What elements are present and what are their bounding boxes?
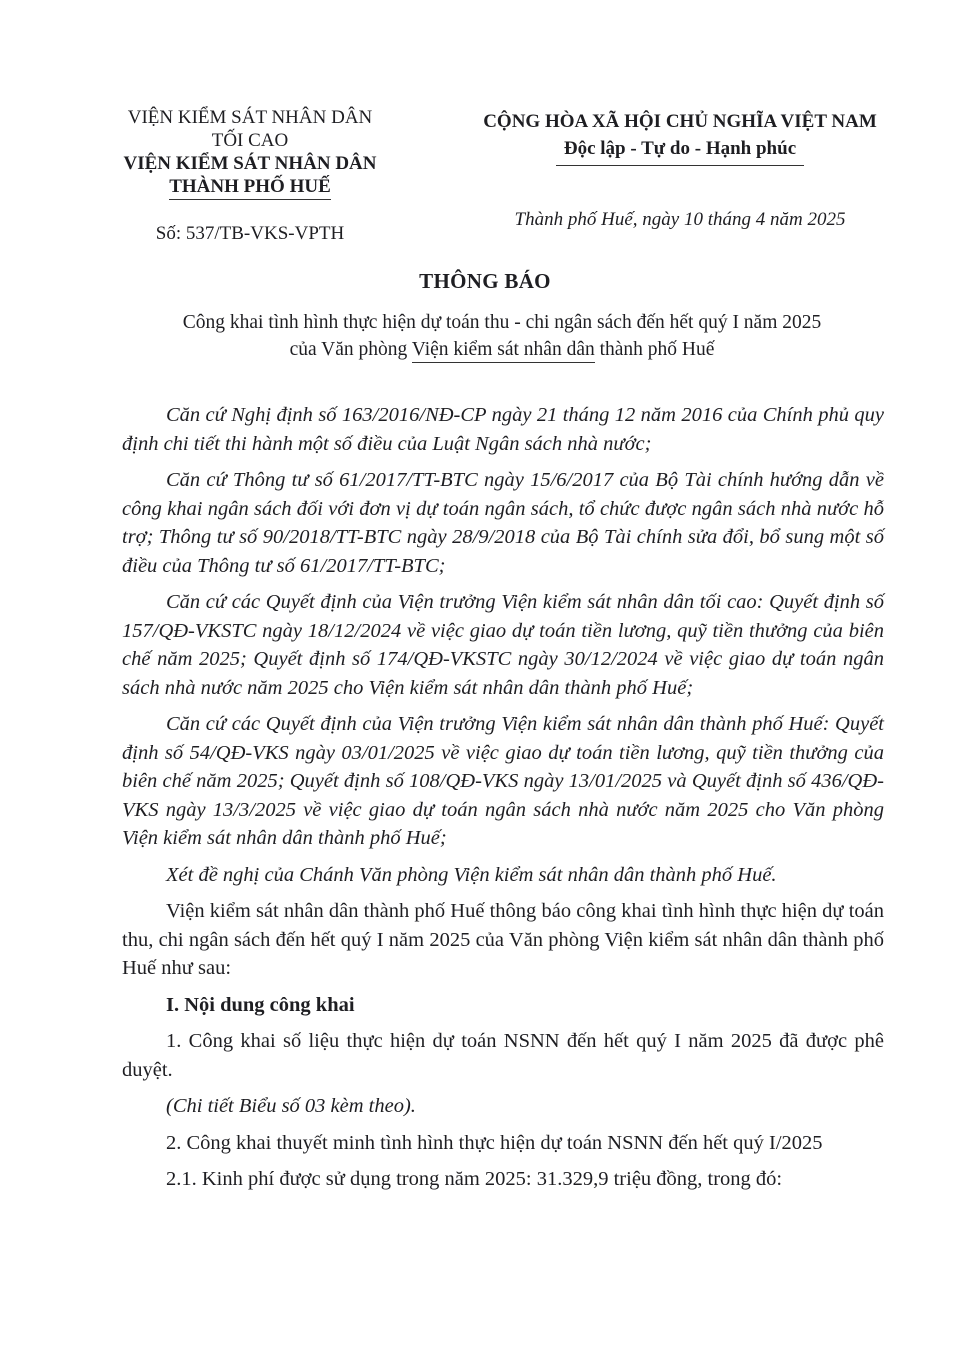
agency-line-4: THÀNH PHỐ HUẾ bbox=[169, 175, 331, 200]
document-subtitle bbox=[0, 309, 970, 363]
national-header-block bbox=[460, 108, 900, 233]
agency-line-2: TỐI CAO bbox=[211, 130, 289, 151]
legal-basis-1: Căn cứ Nghị định số 163/2016/NĐ-CP ngày 21 tháng 12 năm 2016 của Chính phủ quy định chi tiết thi hành một số điều của Luật Ngân sách nhà nước; bbox=[122, 404, 884, 455]
nation-name: CỘNG HÒA XÃ HỘI CHỦ NGHĨA VIỆT NAM bbox=[483, 111, 877, 132]
item-1: 1. Công khai số liệu thực hiện dự toán NSNN đến hết quý I năm 2025 đã được phê duyệt. bbox=[122, 1030, 884, 1081]
document-title: THÔNG BÁO bbox=[419, 269, 551, 293]
agency-line-1: VIỆN KIỂM SÁT NHÂN DÂN bbox=[127, 107, 373, 128]
agency-line-3: VIỆN KIỂM SÁT NHÂN DÂN bbox=[123, 153, 377, 174]
item-2: 2. Công khai thuyết minh tình hình thực hiện dự toán NSNN đến hết quý I/2025 bbox=[166, 1131, 823, 1154]
announcement-paragraph: Viện kiểm sát nhân dân thành phố Huế thông báo công khai tình hình thực hiện dự toán thu, chi ngân sách đến hết quý I năm 2025 của Văn phòng Viện kiểm sát nhân dân thành phố Huế như sau: bbox=[122, 900, 884, 979]
subtitle-line-2-pre: của Văn phòng bbox=[289, 339, 412, 360]
subtitle-line-2 bbox=[0, 336, 970, 363]
item-2-1: 2.1. Kinh phí được sử dụng trong năm 2025: 31.329,9 triệu đồng, trong đó: bbox=[166, 1168, 783, 1190]
subtitle-line-2-post: thành phố Huế bbox=[594, 339, 715, 360]
document-body bbox=[122, 401, 884, 1202]
subtitle-line-2-underlined: Viện kiểm sát nhân dân bbox=[412, 339, 595, 363]
legal-basis-2: Căn cứ Thông tư số 61/2017/TT-BTC ngày 15/6/2017 của Bộ Tài chính hướng dẫn về công khai ngân sách đối với đơn vị dự toán ngân sách, tổ chức được ngân sách nhà nước hỗ trợ; Thông tư số 90/2018/TT-BTC ngày 28/9/2018 của Bộ Tài chính sửa đổi, bổ sung một số điều của Thông tư số 61/2017/TT-BTC; bbox=[122, 469, 884, 577]
motto-underline bbox=[556, 165, 804, 166]
proposal-clause: Xét đề nghị của Chánh Văn phòng Viện kiểm sát nhân dân thành phố Huế. bbox=[166, 863, 777, 886]
issuing-agency-block bbox=[95, 106, 405, 245]
item-1-note: (Chi tiết Biểu số 03 kèm theo). bbox=[166, 1095, 416, 1117]
subtitle-line-1: Công khai tình hình thực hiện dự toán thu - chi ngân sách đến hết quý I năm 2025 bbox=[182, 312, 822, 333]
place-date: Thành phố Huế, ngày 10 tháng 4 năm 2025 bbox=[514, 209, 846, 230]
document-number: Số: 537/TB-VKS-VPTH bbox=[155, 223, 345, 244]
legal-basis-4: Căn cứ các Quyết định của Viện trưởng Viện kiểm sát nhân dân thành phố Huế: Quyết định số 54/QĐ-VKS ngày 03/01/2025 về việc giao dự toán tiền lương, quỹ tiền thưởng của biên chế năm 2025; Quyết định số 108/QĐ-VKS ngày 13/01/2025 và Quyết định số 436/QĐ-VKS ngày 13/3/2025 về việc giao dự toán ngân sách nhà nước năm 2025 cho Văn phòng Viện kiểm sát nhân dân thành phố Huế; bbox=[122, 713, 884, 849]
national-motto: Độc lập - Tự do - Hạnh phúc bbox=[563, 138, 797, 159]
legal-basis-3: Căn cứ các Quyết định của Viện trưởng Viện kiểm sát nhân dân tối cao: Quyết định số 157/QĐ-VKSTC ngày 18/12/2024 về việc giao dự toán tiền lương, quỹ tiền thưởng của biên chế năm 2025; Quyết định số 174/QĐ-VKSTC ngày 30/12/2024 về việc giao dự toán ngân sách nhà nước năm 2025 cho Viện kiểm sát nhân dân thành phố Huế; bbox=[122, 591, 884, 699]
section-heading: I. Nội dung công khai bbox=[166, 993, 355, 1016]
